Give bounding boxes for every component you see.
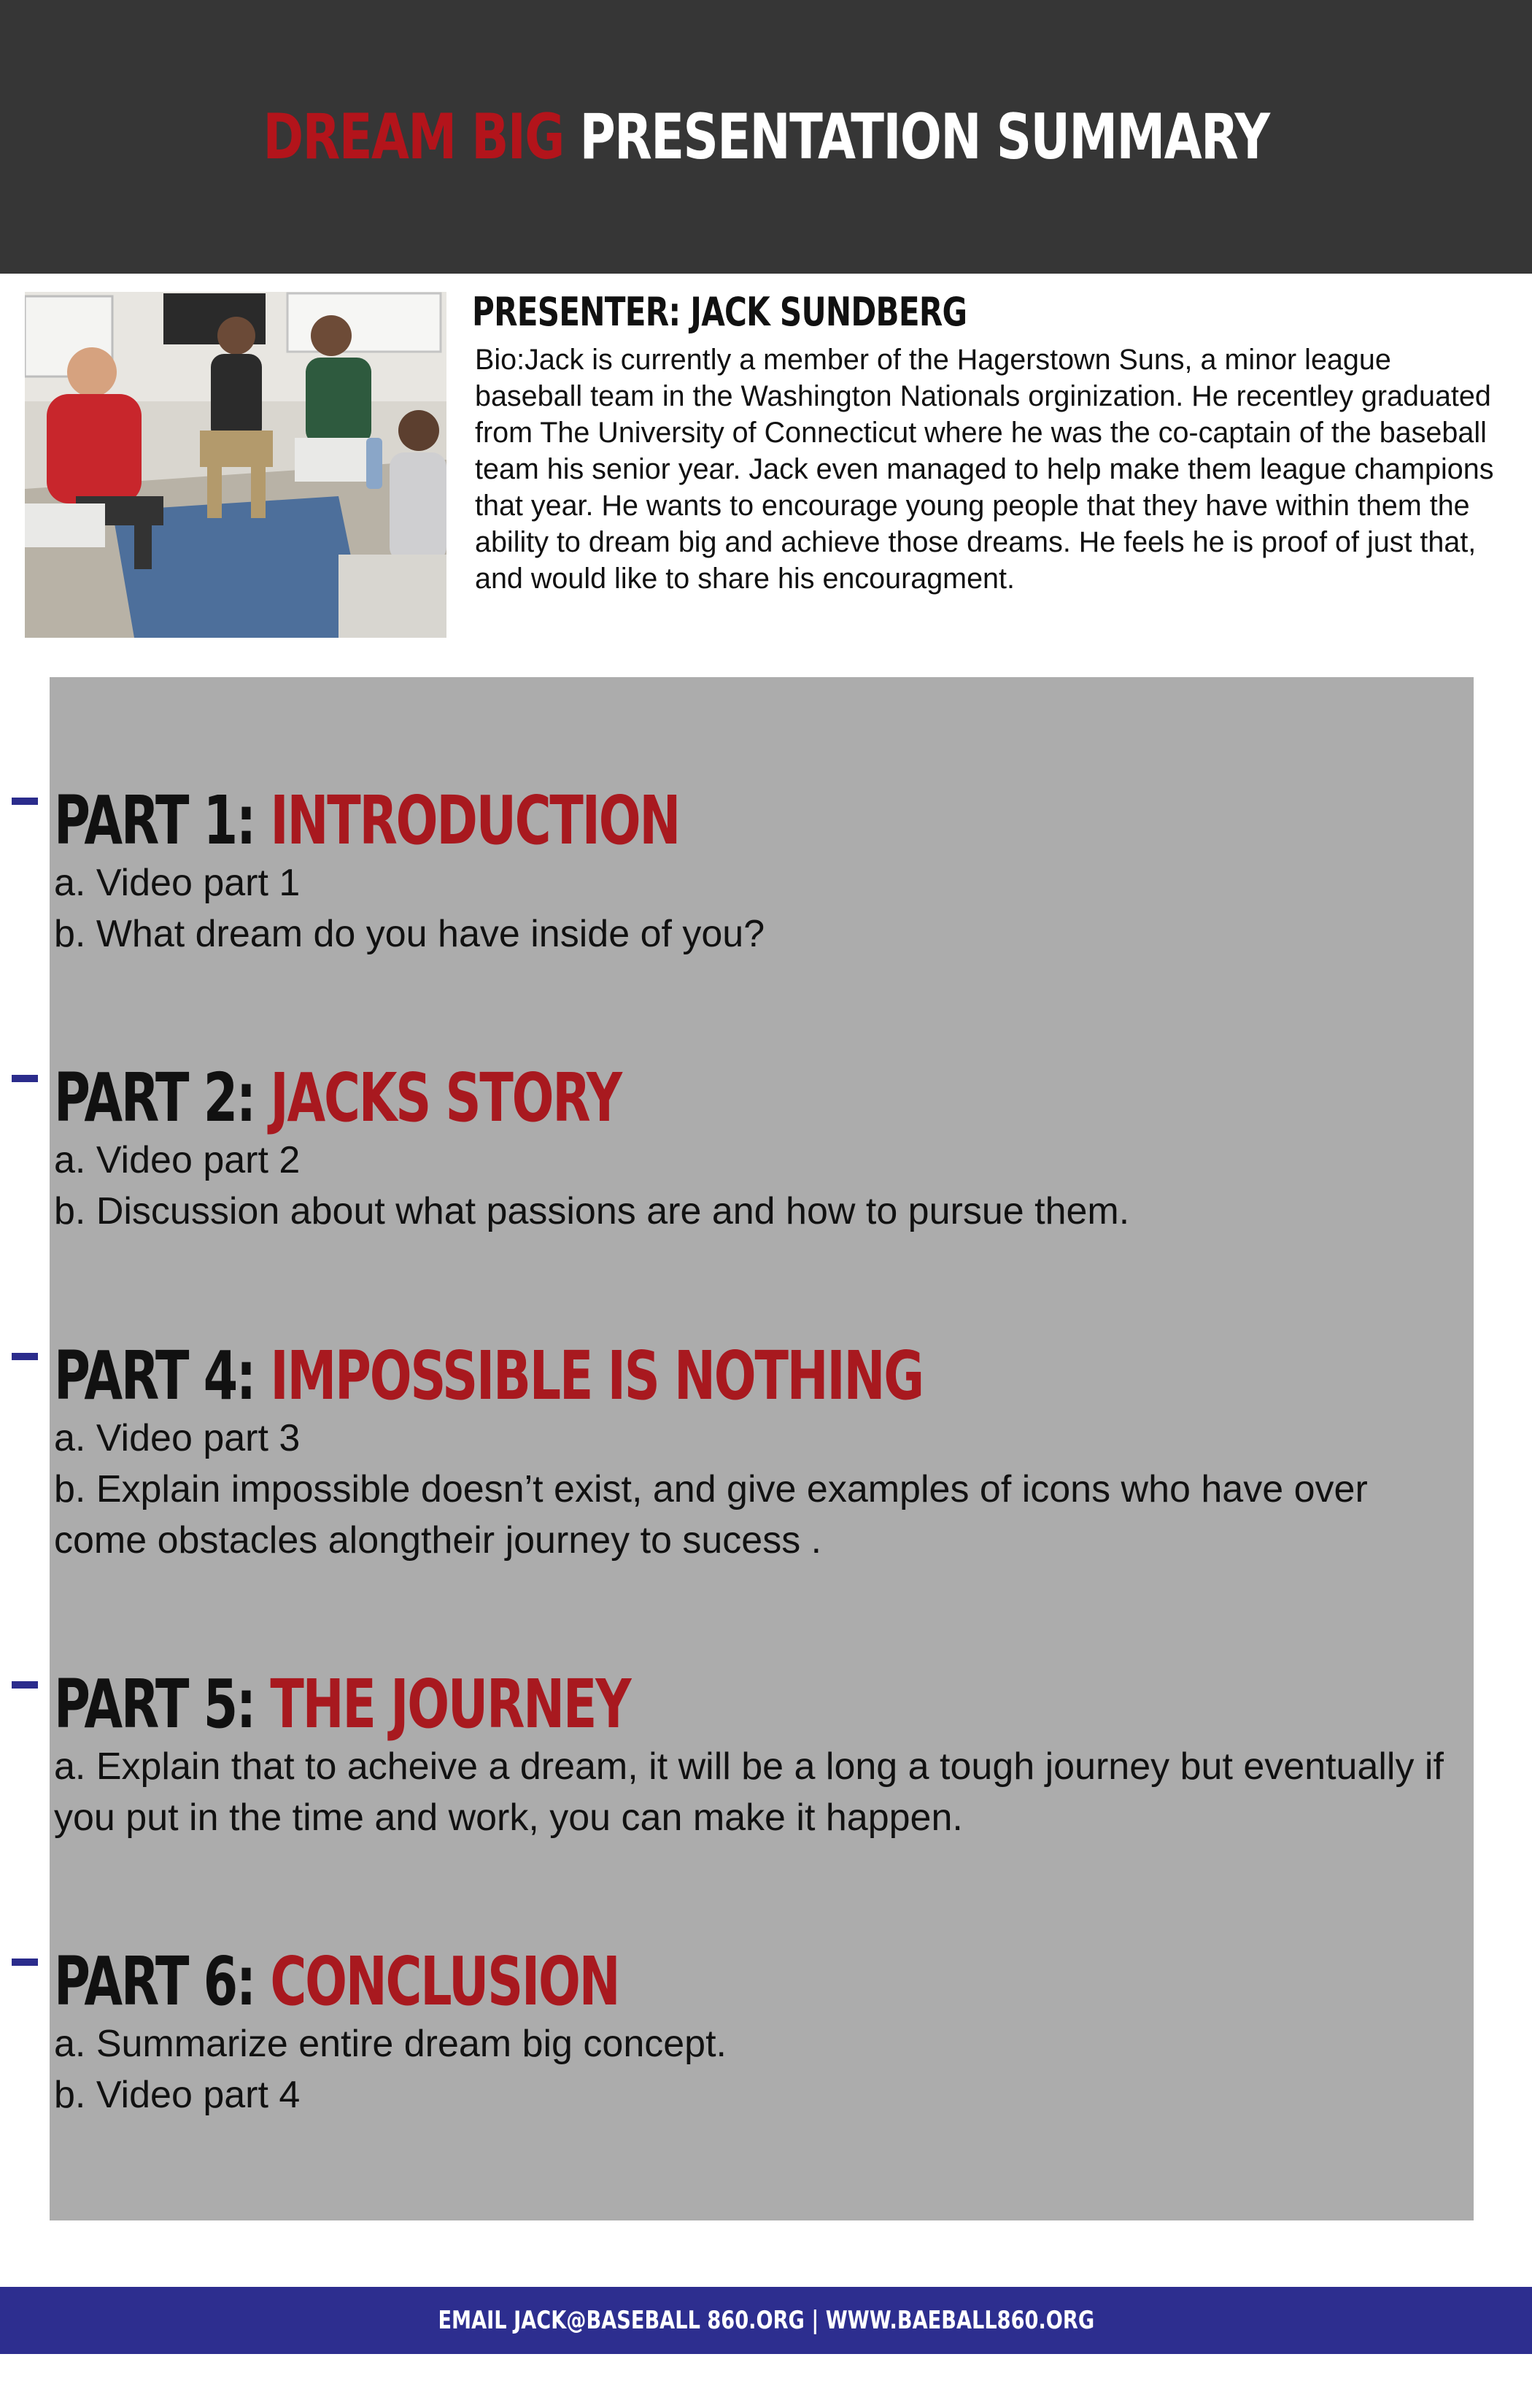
part-label: PART 1: bbox=[54, 782, 255, 860]
header-banner bbox=[0, 0, 1532, 274]
part-label: PART 2: bbox=[54, 1059, 255, 1137]
part-title: JACKS STORY bbox=[270, 1059, 621, 1137]
part-title: CONCLUSION bbox=[270, 1942, 619, 2021]
part-title: INTRODUCTION bbox=[270, 782, 680, 860]
bullet-dash-icon bbox=[12, 1353, 38, 1360]
title-accent: DREAM BIG bbox=[263, 100, 564, 174]
part-title: IMPOSSIBLE IS NOTHING bbox=[270, 1337, 923, 1415]
part-heading bbox=[54, 1337, 923, 1415]
list-item: b. Video part 4 bbox=[54, 2074, 301, 2116]
classroom-photo-icon bbox=[25, 292, 446, 638]
page-title bbox=[263, 101, 1269, 174]
list-item: a. Video part 1 bbox=[54, 862, 301, 904]
photo-illustration bbox=[25, 292, 446, 638]
list-item: a. Video part 3 bbox=[54, 1417, 301, 1459]
part-heading bbox=[54, 1059, 621, 1137]
part-items bbox=[54, 1413, 1455, 1566]
presenter-name: PRESENTER: JACK SUNDBERG bbox=[472, 289, 967, 335]
part-label: PART 4: bbox=[54, 1337, 255, 1415]
list-item: b. Discussion about what passions are and how to pursue them. bbox=[54, 1190, 1130, 1232]
list-item: a. Explain that to acheive a dream, it will be a long a tough journey but eventually if you put in the time and work, you can make it happen. bbox=[54, 1745, 1444, 1839]
bullet-dash-icon bbox=[12, 1681, 38, 1689]
list-item: a. Summarize entire dream big concept. bbox=[54, 2023, 727, 2065]
bullet-dash-icon bbox=[12, 1959, 38, 1966]
part-heading bbox=[54, 1665, 630, 1743]
presenter-bio: Bio:Jack is currently a member of the Hagerstown Suns, a minor league baseball team in the Washington Nationals orginization. He recentley graduated from The University of Connecticut where he was the co-captain of the baseball team his senior year. Jack even managed to help make them league champions that year. He wants to encourage young people that they have within them the ability to dream big and achieve those dreams. He feels he is proof of just that, and would like to share his encouragment. bbox=[475, 344, 1494, 595]
footer-bar bbox=[0, 2287, 1532, 2354]
part-label: PART 5: bbox=[54, 1665, 255, 1743]
part-items bbox=[54, 1135, 1455, 1237]
list-item: b. Explain impossible doesn’t exist, and give examples of icons who have over come obstacles alongtheir journey to sucess . bbox=[54, 1468, 1368, 1562]
footer-contact: EMAIL JACK@BASEBALL 860.ORG | WWW.BAEBALL860.ORG bbox=[438, 2306, 1094, 2335]
list-item: a. Video part 2 bbox=[54, 1139, 301, 1181]
part-items bbox=[54, 857, 1455, 960]
bullet-dash-icon bbox=[12, 798, 38, 805]
part-label: PART 6: bbox=[54, 1942, 255, 2021]
part-heading bbox=[54, 782, 680, 860]
part-items bbox=[54, 1741, 1455, 1843]
part-items bbox=[54, 2018, 1455, 2120]
bullet-dash-icon bbox=[12, 1075, 38, 1082]
title-rest: PRESENTATION SUMMARY bbox=[579, 100, 1269, 174]
part-title: THE JOURNEY bbox=[270, 1665, 630, 1743]
part-heading bbox=[54, 1942, 619, 2021]
list-item: b. What dream do you have inside of you? bbox=[54, 913, 765, 955]
